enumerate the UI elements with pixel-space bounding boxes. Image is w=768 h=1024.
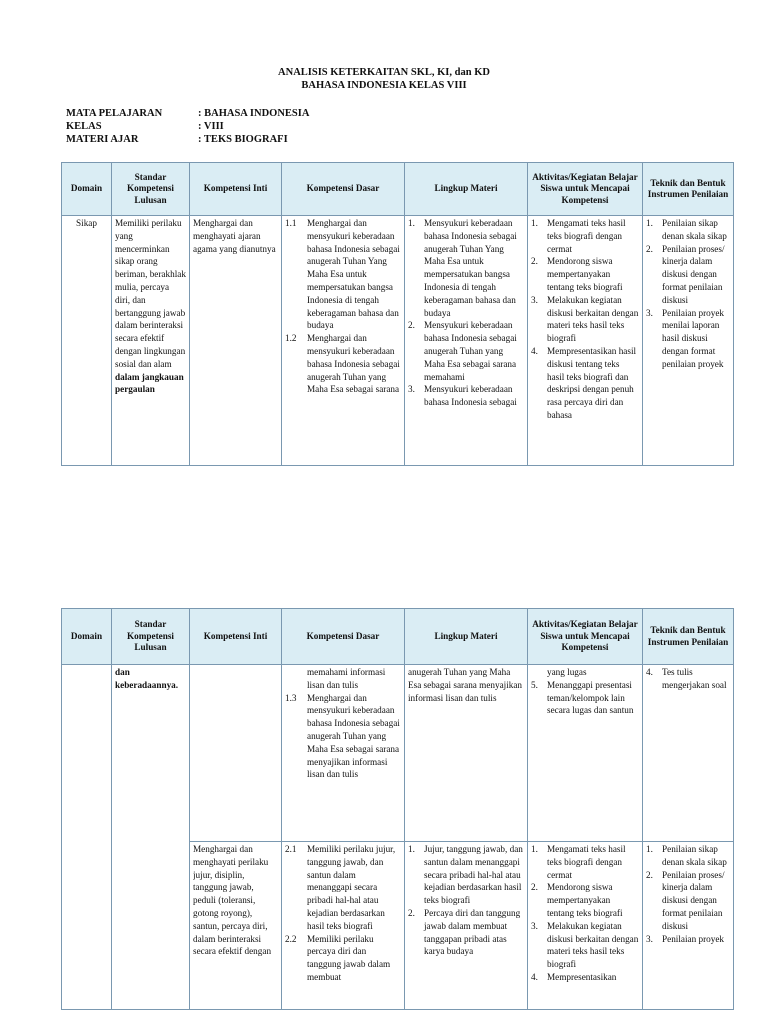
list-item — [646, 869, 730, 933]
teknik-text: Tes tulis mengerjakan soal — [662, 667, 727, 690]
aktivitas-text: Mendorong siswa mempertanyakan tentang teks biografi — [547, 256, 623, 292]
header-ki: Kompetensi Inti — [190, 163, 282, 216]
aktivitas-text: Mempresentasikan hasil diskusi tentang teks hasil teks biografi dan deskripsi dengan penuh rasa percaya diri dan bahasa — [547, 345, 637, 420]
cell-skl — [112, 216, 190, 466]
list-item — [531, 920, 639, 971]
list-item — [285, 933, 401, 984]
header-domain: Domain — [62, 609, 112, 665]
kd-text: Memiliki perilaku percaya diri dan tanggung jawab dalam membuat — [307, 933, 391, 982]
aktivitas-number: 1. — [531, 844, 538, 854]
document-subtitle: BAHASA INDONESIA KELAS VIII — [301, 80, 467, 91]
teknik-number: 1. — [646, 844, 653, 854]
kd-number: 2.2 — [285, 933, 297, 944]
list-item — [646, 217, 730, 243]
cell-aktivitas — [528, 665, 643, 842]
table-header-row — [62, 609, 734, 665]
kd-number: 1.2 — [285, 333, 297, 344]
cell-ki — [190, 842, 282, 1010]
aktivitas-number: 2. — [531, 256, 538, 267]
header-teknik: Teknik dan Bentuk Instrumen Penilaian — [643, 609, 734, 665]
aktivitas-text: Mengamati teks hasil teks biografi dengan cermat — [547, 844, 626, 880]
list-item — [285, 332, 401, 396]
materi-number: 3. — [408, 384, 415, 395]
teknik-text: Penilaian proyek menilai laporan hasil diskusi dengan format penilaian proyek — [662, 307, 724, 369]
cell-materi — [405, 216, 528, 466]
meta-row-subject — [66, 107, 309, 120]
teknik-text: Penilaian proses/ kinerja dalam diskusi dengan format penilaian diskusi — [662, 243, 725, 305]
meta-label: KELAS — [66, 121, 102, 132]
materi-number: 1. — [408, 844, 415, 854]
cell-skl — [112, 665, 190, 1010]
header-skl: Standar Kompetensi Lulusan — [112, 609, 190, 665]
materi-text: Mensyukuri keberadaan bahasa Indonesia sebagai anugerah Tuhan yang Maha Esa sebagai sarana memahami — [424, 320, 517, 382]
materi-continuation: anugerah Tuhan yang Maha Esa sebagai sarana menyajikan informasi lisan dan tulis — [408, 667, 523, 703]
aktivitas-continuation: yang lugas — [547, 667, 587, 677]
materi-text: Mensyukuri keberadaan bahasa Indonesia sebagai anugerah Tuhan Yang Maha Esa untuk mempersatukan bangsa Indonesia di tengah keberagaman bahasa dan budaya — [424, 218, 517, 318]
cell-teknik — [643, 842, 734, 1010]
list-item — [285, 692, 401, 782]
list-item — [408, 319, 524, 383]
kd-text: Menghargai dan mensyukuri keberadaan bahasa Indonesia sebagai anugerah Tuhan yang Maha Esa sebagai sarana menyajikan informasi lisan dan tulis — [307, 692, 400, 780]
kd-number: 2.1 — [285, 844, 297, 854]
skl-bold-text: dan keberadaannya. — [115, 667, 179, 690]
meta-label: MATERI AJAR — [66, 134, 139, 145]
meta-value: : BAHASA INDONESIA — [198, 108, 310, 119]
skl-text: Memiliki perilaku yang mencerminkan sikap orang beriman, berakhlak mulia, percaya diri, dan bertanggung jawab dalam berinteraksi secara efektif dengan lingkungan sosial dan alam — [115, 218, 186, 369]
cell-aktivitas — [528, 842, 643, 1010]
aktivitas-text: Menanggapi presentasi teman/kelompok lain secara lugas dan santun — [547, 679, 634, 716]
list-item — [531, 345, 639, 422]
list-item — [646, 666, 730, 692]
header-materi: Lingkup Materi — [405, 163, 528, 216]
cell-kd — [282, 842, 405, 1010]
list-item — [531, 971, 639, 984]
list-item — [531, 294, 639, 345]
materi-number: 2. — [408, 907, 415, 918]
teknik-text: Penilaian proses/ kinerja dalam diskusi dengan format penilaian diskusi — [662, 869, 725, 931]
teknik-text: Penilaian sikap denan skala sikap — [662, 844, 727, 867]
header-aktivitas: Aktivitas/Kegiatan Belajar Siswa untuk Mencapai Kompetensi — [528, 163, 643, 216]
skl-bold-text: dalam jangkauan pergaulan — [115, 371, 184, 395]
meta-value: : VIII — [198, 121, 224, 132]
materi-text: Jujur, tanggung jawab, dan santun dalam menanggapi secara pribadi hal-hal atau kejadian berdasarkan hasil teks biografi — [424, 844, 523, 906]
document-title: ANALISIS KETERKAITAN SKL, KI, dan KD — [278, 67, 490, 78]
cell-teknik — [643, 216, 734, 466]
header-kd: Kompetensi Dasar — [282, 609, 405, 665]
teknik-text: Penilaian proyek — [662, 933, 724, 944]
header-kd: Kompetensi Dasar — [282, 163, 405, 216]
teknik-number: 3. — [646, 933, 653, 944]
ki-text: Menghargai dan menghayati ajaran agama yang dianutnya — [193, 218, 276, 254]
teknik-number: 3. — [646, 307, 653, 318]
kd-text: Memiliki perilaku jujur, tanggung jawab, dan santun dalam menanggapi secara pribadi hal-hal atau kejadian berdasarkan hasil teks biografi — [307, 844, 396, 931]
header-teknik: Teknik dan Bentuk Instrumen Penilaian — [643, 163, 734, 216]
analysis-table-page1 — [61, 162, 734, 466]
list-item — [408, 843, 524, 907]
header-domain: Domain — [62, 163, 112, 216]
header-skl: Standar Kompetensi Lulusan — [112, 163, 190, 216]
list-item — [408, 907, 524, 958]
kd-number: 1.3 — [285, 692, 297, 703]
table-header-row — [62, 163, 734, 216]
table-row — [62, 216, 734, 466]
list-item — [408, 217, 524, 319]
header-aktivitas: Aktivitas/Kegiatan Belajar Siswa untuk Mencapai Kompetensi — [528, 609, 643, 665]
cell-materi — [405, 665, 528, 842]
cell-aktivitas — [528, 216, 643, 466]
kd-continuation: memahami informasi lisan dan tulis — [307, 667, 386, 690]
aktivitas-number: 5. — [531, 679, 538, 690]
kd-text: Menghargai dan mensyukuri keberadaan bahasa Indonesia sebagai anugerah Tuhan yang Maha Esa sebagai sarana — [307, 333, 400, 395]
aktivitas-number: 1. — [531, 218, 538, 228]
meta-label: MATA PELAJARAN — [66, 108, 163, 119]
aktivitas-number: 3. — [531, 920, 538, 931]
aktivitas-text: Mengamati teks hasil teks biografi dengan cermat — [547, 218, 626, 254]
list-item — [646, 933, 730, 946]
meta-row-class — [66, 120, 309, 133]
list-item — [646, 843, 730, 869]
header-materi: Lingkup Materi — [405, 609, 528, 665]
teknik-text: Penilaian sikap denan skala sikap — [662, 218, 727, 241]
cell-materi — [405, 842, 528, 1010]
list-item — [285, 843, 401, 933]
list-item — [531, 255, 639, 293]
list-item — [646, 307, 730, 371]
list-item — [531, 679, 639, 717]
teknik-number: 2. — [646, 243, 653, 254]
materi-text: Mensyukuri keberadaan bahasa Indonesia sebagai — [424, 384, 517, 408]
aktivitas-text: Melakukan kegiatan diskusi berkaitan dengan materi teks hasil teks biografi — [547, 294, 639, 344]
cell-domain — [62, 665, 112, 1010]
ki-text: Menghargai dan menghayati perilaku jujur, disiplin, tanggung jawab, peduli (toleransi, gotong royong), santun, percaya diri, dalam berinteraksi secara efektif dengan — [193, 844, 272, 957]
materi-number: 2. — [408, 320, 415, 331]
cell-domain: Sikap — [62, 216, 112, 466]
cell-ki — [190, 665, 282, 842]
materi-text: Percaya diri dan tanggung jawab dalam membuat tanggapan pribadi atas karya budaya — [424, 907, 521, 957]
teknik-number: 2. — [646, 869, 653, 880]
document-meta — [66, 107, 309, 146]
aktivitas-text: Melakukan kegiatan diskusi berkaitan dengan materi teks hasil teks biografi — [547, 920, 639, 970]
list-item — [646, 243, 730, 307]
aktivitas-text: Mendorong siswa mempertanyakan tentang teks biografi — [547, 882, 623, 918]
kd-number: 1.1 — [285, 218, 297, 228]
meta-value: : TEKS BIOGRAFI — [198, 134, 288, 145]
cell-kd — [282, 216, 405, 466]
list-item — [285, 217, 401, 332]
aktivitas-number: 3. — [531, 294, 538, 305]
kd-text: Menghargai dan mensyukuri keberadaan bahasa Indonesia sebagai anugerah Tuhan Yang Maha Esa untuk mempersatukan bangsa Indonesia di tengah keberagaman bahasa dan budaya — [307, 218, 400, 331]
materi-number: 1. — [408, 218, 415, 228]
aktivitas-number: 4. — [531, 345, 538, 356]
analysis-table-page2 — [61, 608, 734, 1010]
cell-ki — [190, 216, 282, 466]
cell-kd — [282, 665, 405, 842]
cell-teknik — [643, 665, 734, 842]
list-item — [531, 217, 639, 255]
teknik-number: 4. — [646, 667, 653, 677]
aktivitas-text: Mempresentasikan — [547, 971, 617, 982]
table-row — [62, 665, 734, 842]
header-ki: Kompetensi Inti — [190, 609, 282, 665]
aktivitas-number: 4. — [531, 971, 538, 982]
aktivitas-number: 2. — [531, 882, 538, 893]
list-item — [531, 881, 639, 919]
teknik-number: 1. — [646, 218, 653, 228]
list-item — [531, 843, 639, 881]
list-item — [408, 383, 524, 409]
meta-row-material — [66, 133, 309, 146]
